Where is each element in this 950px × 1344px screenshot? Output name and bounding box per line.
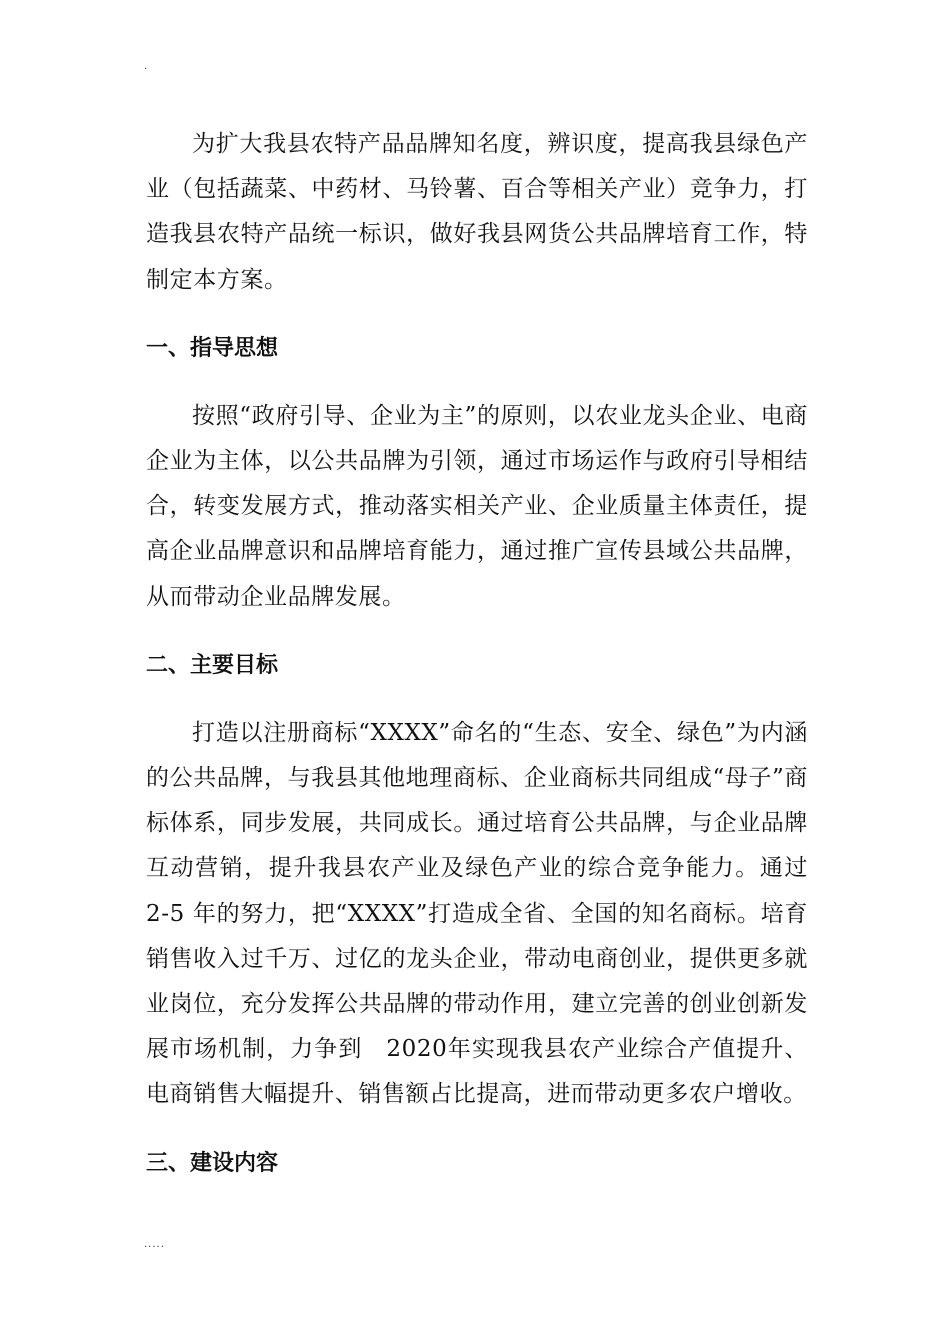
section-body-main-goals: 打造以注册商标“XXXX”命名的“生态、安全、绿色”为内涵的公共品牌，与我县其他地理商标、企业商标共同组成“母子”商标体系，同步发展，共同成长。通过培育公共品牌，与企业品牌互动营销，提升我县农产业及绿色产业的综合竞争能力。通过 2-5 年的努力，把“XXXX”打造成全省、全国的知名商标。培育销售收入过千万、过亿的龙头企业，带动电商创业，提供更多就业岗位，充分发挥公共品牌的带动作用，建立完善的创业创新发展市场机制，力争到 2020年实现我县农产业综合产值提升、电商销售大幅提升、销售额占比提高，进而带动更多农户增收。 bbox=[146, 719, 808, 1108]
heading-spacer bbox=[146, 688, 808, 711]
paragraph-spacer bbox=[146, 1118, 808, 1141]
paragraph-spacer bbox=[146, 303, 808, 326]
intro-paragraph: 为扩大我县农特产品品牌知名度，辨识度，提高我县绿色产业（包括蔬菜、中药材、马铃薯、百合等相关产业）竞争力，打造我县农特产品统一标识，做好我县网货公共品牌培育工作，特制定本方案。 bbox=[146, 131, 808, 293]
page-mark-bottom: ..... bbox=[144, 1239, 165, 1250]
heading-spacer bbox=[146, 371, 808, 394]
page-mark-top: . bbox=[144, 61, 149, 72]
section-heading-guiding-ideology: 一、指导思想 bbox=[146, 335, 279, 361]
section-body-guiding-ideology: 按照“政府引导、企业为主”的原则，以农业龙头企业、电商企业为主体，以公共品牌为引领，通过市场运作与政府引导相结合，转变发展方式，推动落实相关产业、企业质量主体责任，提高企业品牌意识和品牌培育能力，通过推广宣传县域公共品牌，从而带动企业品牌发展。 bbox=[146, 402, 808, 610]
section-heading-main-goals: 二、主要目标 bbox=[146, 652, 279, 678]
section-heading-construction-content: 三、建设内容 bbox=[146, 1150, 279, 1176]
document-body bbox=[146, 122, 808, 1186]
paragraph-spacer bbox=[146, 620, 808, 643]
